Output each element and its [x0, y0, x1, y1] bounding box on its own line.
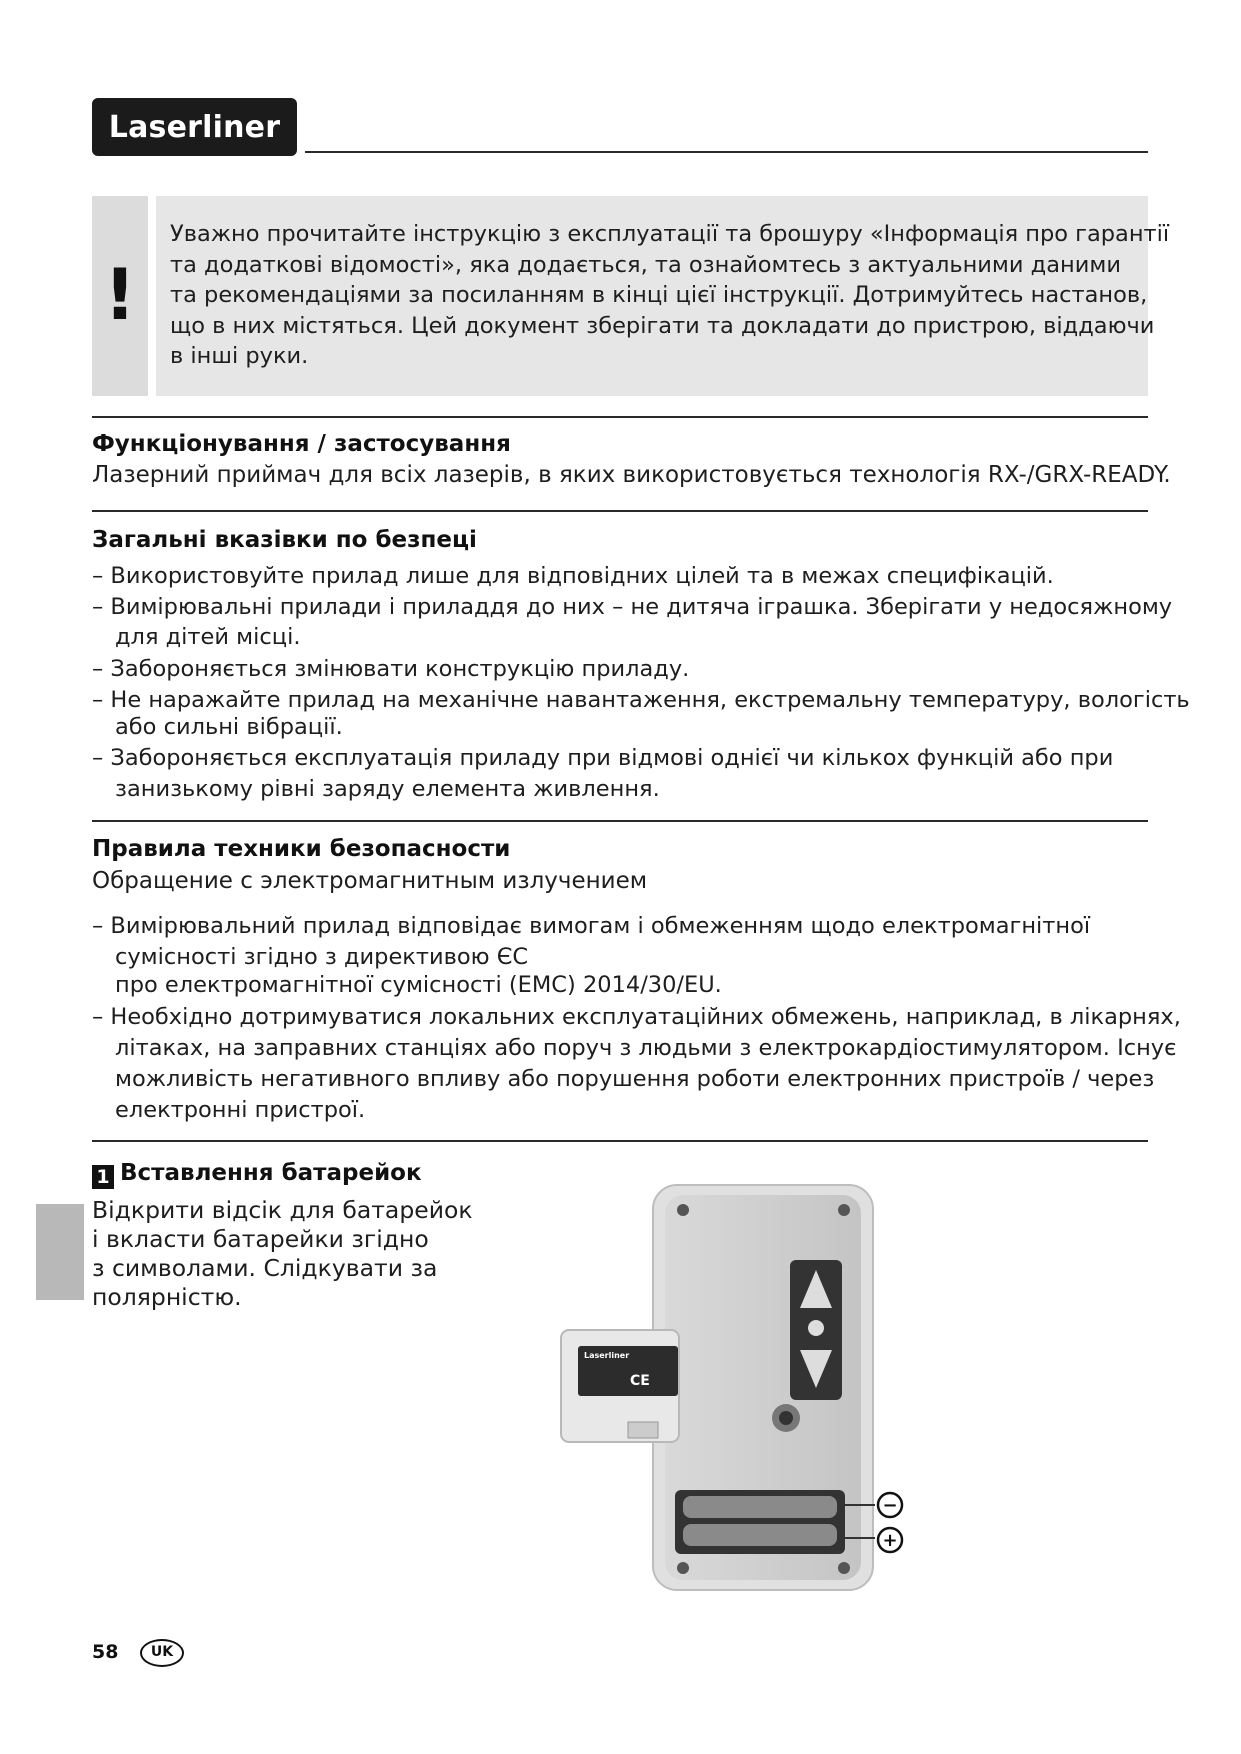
device-logo-text: Laserliner — [584, 1351, 630, 1360]
device-battery-illustration — [560, 1180, 1220, 1630]
warning-icon: ! — [104, 254, 136, 336]
safety-item-cont: для дітей місці. — [115, 624, 301, 650]
rules-item: – Вимірювальний прилад відповідає вимогам і обмеженням щодо електромагнітної — [92, 913, 1091, 939]
safety-item: – Не наражайте прилад на механічне навантаження, екстремальну температуру, вологість — [92, 687, 1190, 713]
notice-line: та рекомендаціями за посиланням в кінці цієї інструкції. Дотримуйтесь настанов, — [170, 282, 1148, 308]
page-number: 58 — [92, 1641, 119, 1663]
rules-heading: Правила техники безопасности — [92, 836, 511, 862]
header-rule — [305, 151, 1148, 153]
ce-mark: CE — [630, 1373, 650, 1389]
safety-item: – Забороняється експлуатація приладу при відмові однієї чи кількох функцій або при — [92, 745, 1114, 771]
notice-line: в інші руки. — [170, 343, 309, 369]
safety-item: – Забороняється змінювати конструкцію приладу. — [92, 656, 690, 682]
safety-item-cont: або сильні вібрації. — [115, 714, 343, 740]
rules-item: – Необхідно дотримуватися локальних експлуатаційних обмежень, наприклад, в лікарнях, — [92, 1004, 1181, 1030]
rules-item-cont: сумісності згідно з директивою ЄС — [115, 944, 529, 970]
rules-item-cont: можливість негативного впливу або порушення роботи електронних пристроїв / через — [115, 1066, 1155, 1092]
safety-item-cont: занизькому рівні заряду елемента живлення. — [115, 776, 660, 802]
battery-line: і вкласти батарейки згідно — [92, 1225, 429, 1253]
brand-logo: Laserliner — [92, 98, 297, 156]
safety-item: – Використовуйте прилад лише для відповідних цілей та в межах специфікацій. — [92, 563, 1054, 589]
rules-subheading: Обращение с электромагнитным излучением — [92, 868, 648, 894]
rules-item-cont: про електромагнітної сумісності (EMC) 2014/30/EU. — [115, 972, 722, 998]
minus-sign: − — [882, 1495, 898, 1516]
battery-heading-label: Вставлення батарейок — [120, 1160, 422, 1186]
safety-heading: Загальні вказівки по безпеці — [92, 527, 477, 553]
notice-line: що в них містяться. Цей документ зберігати та докладати до пристрою, віддаючи — [170, 312, 1155, 339]
battery-line: з символами. Слідкувати за — [92, 1254, 438, 1282]
rules-item-cont: електронні пристрої. — [115, 1097, 366, 1123]
function-text: Лазерний приймач для всіх лазерів, в яких використовується технологія RX-/GRX-READY. — [92, 462, 1171, 488]
section-divider — [92, 820, 1148, 822]
battery-heading — [92, 1160, 422, 1189]
section-divider — [92, 1140, 1148, 1142]
step-number-badge: 1 — [92, 1165, 114, 1189]
battery-instructions — [92, 1196, 473, 1312]
plus-sign: + — [882, 1530, 898, 1551]
side-tab-marker — [36, 1204, 84, 1300]
rules-item-cont: літаках, на заправних станціях або поруч з людьми з електрокардіостимулятором. Існує — [115, 1035, 1177, 1061]
safety-item: – Вимірювальні прилади і приладдя до них – не дитяча іграшка. Зберігати у недосяжному — [92, 594, 1173, 620]
notice-text — [170, 219, 1170, 372]
language-badge: UK — [140, 1639, 184, 1667]
battery-line: Відкрити відсік для батарейок — [92, 1196, 473, 1224]
notice-line: Уважно прочитайте інструкцію з експлуатації та брошуру «Інформація про гарантії — [170, 221, 1170, 247]
notice-line: та додаткові відомості», яка додається, та ознайомтесь з актуальними даними — [170, 251, 1121, 278]
function-heading: Функціонування / застосування — [92, 431, 511, 457]
battery-line: полярністю. — [92, 1283, 242, 1311]
section-divider — [92, 510, 1148, 512]
section-divider — [92, 416, 1148, 418]
